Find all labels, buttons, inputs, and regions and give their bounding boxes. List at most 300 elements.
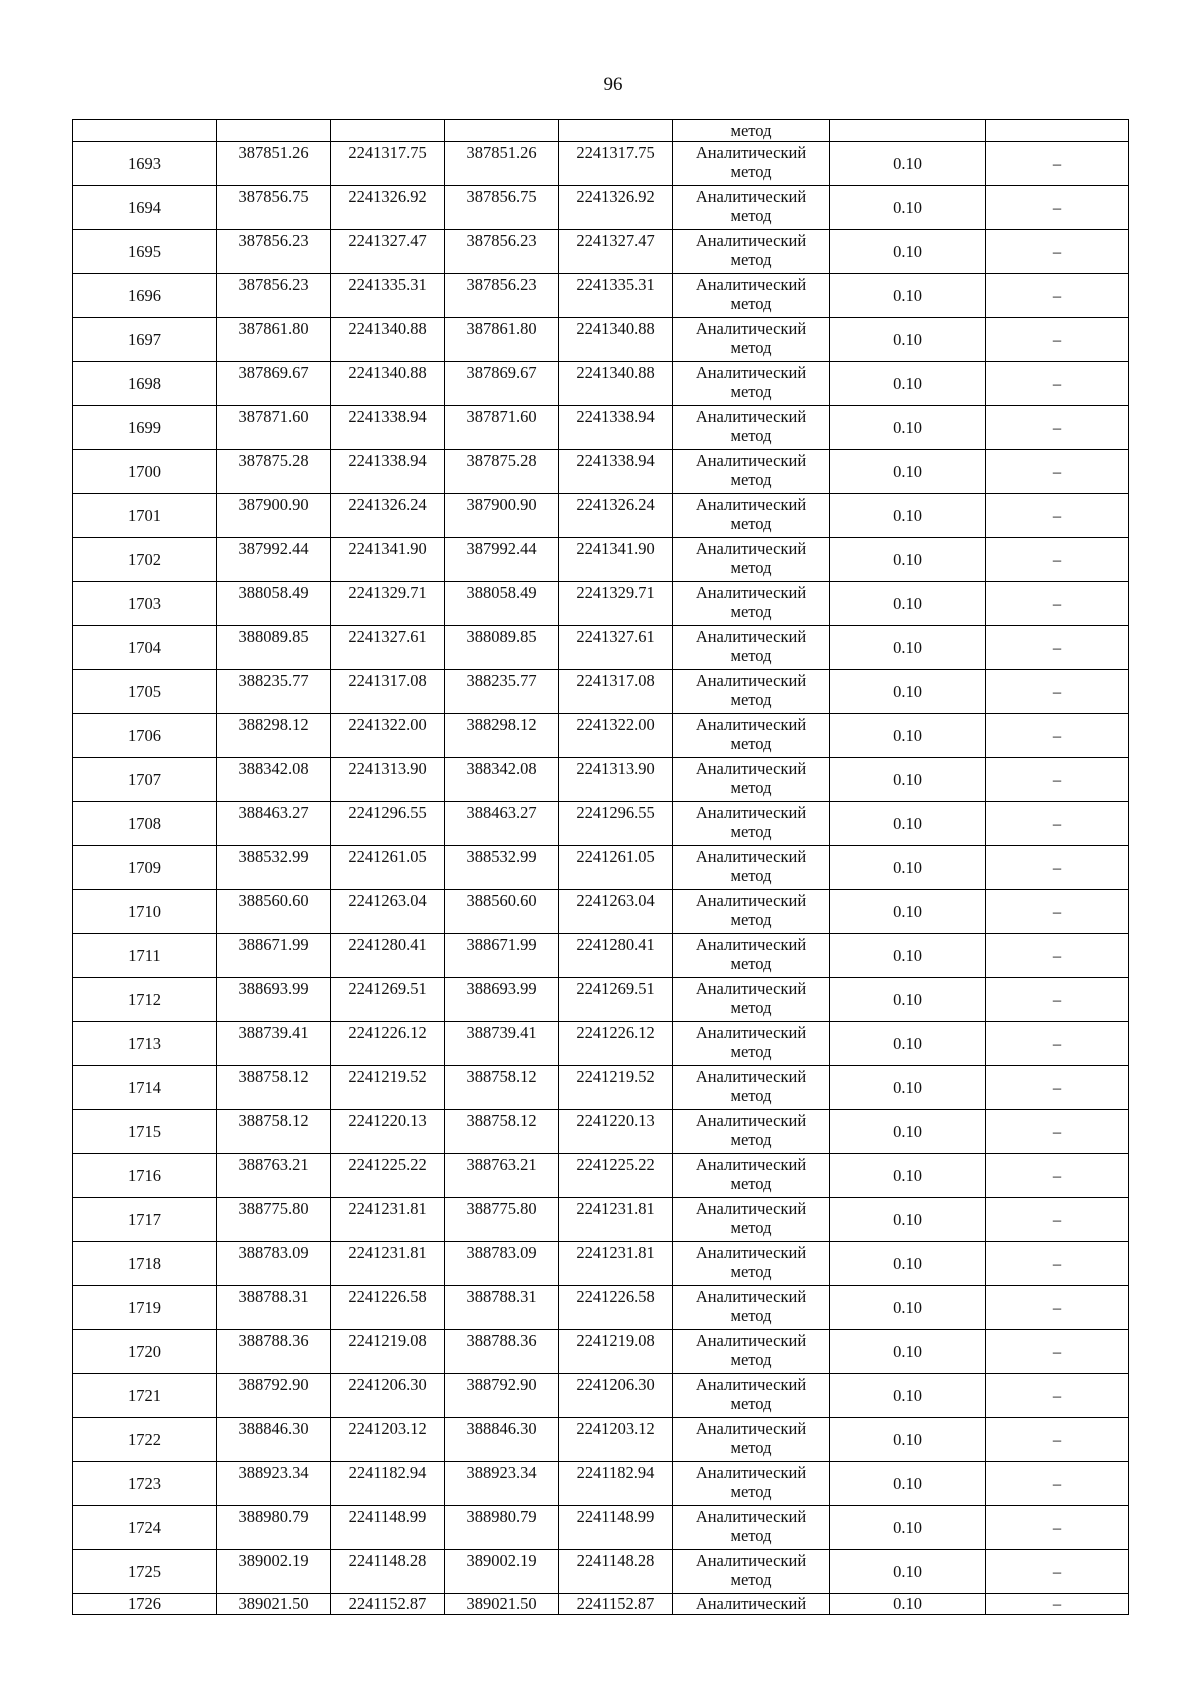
cell-number: 1726 — [73, 1594, 217, 1615]
cell-number: 1695 — [73, 230, 217, 274]
cell-method — [673, 934, 830, 978]
cell-y1: 2241340.88 — [331, 362, 445, 406]
table-row — [73, 714, 1129, 758]
cell-method — [673, 186, 830, 230]
cell-y1: 2241280.41 — [331, 934, 445, 978]
cell-x2: 388739.41 — [445, 1022, 559, 1066]
method-line-2: метод — [730, 1350, 772, 1369]
cell-number: 1706 — [73, 714, 217, 758]
cell-description: – — [986, 582, 1129, 626]
table-row — [73, 450, 1129, 494]
cell-y1: 2241338.94 — [331, 406, 445, 450]
cell-description: – — [986, 1110, 1129, 1154]
cell-y2: 2241269.51 — [559, 978, 673, 1022]
cell-accuracy: 0.10 — [830, 318, 986, 362]
cell-description: – — [986, 802, 1129, 846]
table-row — [73, 538, 1129, 582]
method-line-2: метод — [730, 558, 772, 577]
cell-description: – — [986, 758, 1129, 802]
method-line-2: метод — [730, 954, 772, 973]
cell-x2: 388763.21 — [445, 1154, 559, 1198]
cell-y2: 2241335.31 — [559, 274, 673, 318]
method-line-1: Аналитический — [695, 671, 807, 690]
cell-method — [673, 1286, 830, 1330]
table-row — [73, 406, 1129, 450]
method-line-1: Аналитический — [695, 231, 807, 250]
table-row — [73, 1022, 1129, 1066]
cell-number — [73, 120, 217, 142]
cell-x1: 388792.90 — [217, 1374, 331, 1418]
cell-description: – — [986, 1506, 1129, 1550]
cell-description: – — [986, 274, 1129, 318]
method-line-1: Аналитический — [695, 1419, 807, 1438]
cell-number: 1720 — [73, 1330, 217, 1374]
cell-y2: 2241182.94 — [559, 1462, 673, 1506]
cell-x2: 388532.99 — [445, 846, 559, 890]
cell-method — [673, 1462, 830, 1506]
cell-description: – — [986, 1330, 1129, 1374]
cell-y2: 2241317.08 — [559, 670, 673, 714]
cell-accuracy: 0.10 — [830, 362, 986, 406]
cell-x1: 387900.90 — [217, 494, 331, 538]
cell-x1: 388788.31 — [217, 1286, 331, 1330]
cell-y1: 2241317.75 — [331, 142, 445, 186]
cell-y2: 2241226.12 — [559, 1022, 673, 1066]
cell-x1: 387856.75 — [217, 186, 331, 230]
cell-description: – — [986, 142, 1129, 186]
method-line-2: метод — [730, 514, 772, 533]
method-line-2: метод — [730, 1526, 772, 1545]
cell-x2: 389021.50 — [445, 1594, 559, 1615]
method-line-1: Аналитический — [695, 275, 807, 294]
cell-y2: 2241263.04 — [559, 890, 673, 934]
cell-accuracy: 0.10 — [830, 1066, 986, 1110]
cell-method — [673, 978, 830, 1022]
method-line-2: метод — [730, 1130, 772, 1149]
cell-x2: 388846.30 — [445, 1418, 559, 1462]
cell-method — [673, 1110, 830, 1154]
cell-y1: 2241231.81 — [331, 1198, 445, 1242]
cell-y1: 2241269.51 — [331, 978, 445, 1022]
table-row — [73, 230, 1129, 274]
table-row — [73, 494, 1129, 538]
cell-number: 1716 — [73, 1154, 217, 1198]
cell-y2: 2241326.92 — [559, 186, 673, 230]
method-line-1: Аналитический — [695, 847, 807, 866]
table-row — [73, 318, 1129, 362]
cell-x2: 387869.67 — [445, 362, 559, 406]
cell-x1: 387856.23 — [217, 230, 331, 274]
cell-x1: 388980.79 — [217, 1506, 331, 1550]
cell-x2: 388788.31 — [445, 1286, 559, 1330]
cell-x1 — [217, 120, 331, 142]
cell-y1 — [331, 120, 445, 142]
cell-accuracy: 0.10 — [830, 186, 986, 230]
cell-y1: 2241206.30 — [331, 1374, 445, 1418]
cell-x1: 388775.80 — [217, 1198, 331, 1242]
cell-y2: 2241326.24 — [559, 494, 673, 538]
cell-y1: 2241219.08 — [331, 1330, 445, 1374]
method-line-1: Аналитический — [695, 187, 807, 206]
continuation-row — [73, 120, 1129, 142]
method-line-2: метод — [730, 206, 772, 225]
cell-accuracy: 0.10 — [830, 802, 986, 846]
cell-method — [673, 274, 830, 318]
cell-x2: 387856.75 — [445, 186, 559, 230]
cell-description: – — [986, 890, 1129, 934]
table-row — [73, 890, 1129, 934]
cell-y1: 2241148.99 — [331, 1506, 445, 1550]
cell-accuracy: 0.10 — [830, 1506, 986, 1550]
method-line-2: метод — [730, 602, 772, 621]
method-line-1: Аналитический — [695, 627, 807, 646]
cell-method — [673, 714, 830, 758]
cell-description — [986, 120, 1129, 142]
cell-y2: 2241322.00 — [559, 714, 673, 758]
cell-x1: 388788.36 — [217, 1330, 331, 1374]
method-line-1: Аналитический — [695, 143, 807, 162]
cell-y1: 2241327.61 — [331, 626, 445, 670]
cell-x2: 387875.28 — [445, 450, 559, 494]
method-line-1: Аналитический — [695, 1463, 807, 1482]
cell-x2: 387871.60 — [445, 406, 559, 450]
cell-y1: 2241326.92 — [331, 186, 445, 230]
cell-accuracy: 0.10 — [830, 670, 986, 714]
cell-method — [673, 406, 830, 450]
cell-x1: 388758.12 — [217, 1066, 331, 1110]
cell-method: Аналитический — [673, 1594, 830, 1615]
method-line-1: Аналитический — [695, 1023, 807, 1042]
method-line-2: метод — [730, 162, 772, 181]
method-line-2: метод — [730, 382, 772, 401]
cell-x2: 389002.19 — [445, 1550, 559, 1594]
cell-accuracy: 0.10 — [830, 1374, 986, 1418]
cell-x2: 388671.99 — [445, 934, 559, 978]
cell-x2: 387861.80 — [445, 318, 559, 362]
cell-number: 1707 — [73, 758, 217, 802]
cell-accuracy: 0.10 — [830, 582, 986, 626]
method-line-2: метод — [730, 998, 772, 1017]
cell-x2: 388783.09 — [445, 1242, 559, 1286]
cell-x1: 388923.34 — [217, 1462, 331, 1506]
cell-y1: 2241203.12 — [331, 1418, 445, 1462]
cell-y1: 2241225.22 — [331, 1154, 445, 1198]
cell-description: – — [986, 406, 1129, 450]
table-row — [73, 142, 1129, 186]
cell-x1: 388560.60 — [217, 890, 331, 934]
cell-y2: 2241152.87 — [559, 1594, 673, 1615]
cell-y2: 2241296.55 — [559, 802, 673, 846]
method-line-2: метод — [730, 1174, 772, 1193]
cell-x2: 388923.34 — [445, 1462, 559, 1506]
cell-accuracy: 0.10 — [830, 538, 986, 582]
cell-method — [673, 1550, 830, 1594]
cell-y2: 2241219.52 — [559, 1066, 673, 1110]
method-line-1: Аналитический — [695, 1155, 807, 1174]
cell-method — [673, 758, 830, 802]
cell-x1: 388089.85 — [217, 626, 331, 670]
cell-accuracy — [830, 120, 986, 142]
table-row — [73, 670, 1129, 714]
cell-x2: 388758.12 — [445, 1110, 559, 1154]
cell-description: – — [986, 1550, 1129, 1594]
table-row — [73, 1242, 1129, 1286]
cell-y2: 2241220.13 — [559, 1110, 673, 1154]
cell-description: – — [986, 1286, 1129, 1330]
cell-method — [673, 1198, 830, 1242]
table-row — [73, 1154, 1129, 1198]
cell-y1: 2241327.47 — [331, 230, 445, 274]
method-line-1: Аналитический — [695, 495, 807, 514]
cell-description: – — [986, 1154, 1129, 1198]
cell-description: – — [986, 978, 1129, 1022]
table-row — [73, 1418, 1129, 1462]
cell-x2: 388463.27 — [445, 802, 559, 846]
method-line-1: Аналитический — [695, 1551, 807, 1570]
cell-method — [673, 494, 830, 538]
cell-x2: 387992.44 — [445, 538, 559, 582]
method-line-2: метод — [730, 1042, 772, 1061]
cell-x2: 387856.23 — [445, 274, 559, 318]
cell-accuracy: 0.10 — [830, 1242, 986, 1286]
cell-y2: 2241340.88 — [559, 318, 673, 362]
method-line-2: метод — [730, 470, 772, 489]
cell-x1: 389002.19 — [217, 1550, 331, 1594]
table-row — [73, 626, 1129, 670]
cell-y1: 2241148.28 — [331, 1550, 445, 1594]
cell-x1: 388763.21 — [217, 1154, 331, 1198]
cell-y1: 2241329.71 — [331, 582, 445, 626]
cell-accuracy: 0.10 — [830, 934, 986, 978]
method-line-2: метод — [730, 1394, 772, 1413]
cell-number: 1703 — [73, 582, 217, 626]
cell-y2: 2241225.22 — [559, 1154, 673, 1198]
cell-description: – — [986, 1242, 1129, 1286]
cell-description: – — [986, 1022, 1129, 1066]
cell-method — [673, 1154, 830, 1198]
cell-accuracy: 0.10 — [830, 274, 986, 318]
cell-number: 1702 — [73, 538, 217, 582]
cell-y1: 2241261.05 — [331, 846, 445, 890]
method-line-2: метод — [730, 690, 772, 709]
cell-accuracy: 0.10 — [830, 1594, 986, 1615]
cell-number: 1715 — [73, 1110, 217, 1154]
cell-method — [673, 1242, 830, 1286]
cell-number: 1711 — [73, 934, 217, 978]
method-line-2: метод — [730, 1570, 772, 1589]
cell-y2: 2241327.61 — [559, 626, 673, 670]
cell-x2: 388058.49 — [445, 582, 559, 626]
cell-number: 1709 — [73, 846, 217, 890]
cell-method — [673, 1418, 830, 1462]
method-line-1: Аналитический — [695, 935, 807, 954]
cell-method — [673, 142, 830, 186]
method-line-1: Аналитический — [695, 979, 807, 998]
method-line-2: метод — [730, 338, 772, 357]
cell-x2: 388298.12 — [445, 714, 559, 758]
table-row — [73, 1462, 1129, 1506]
cell-y1: 2241182.94 — [331, 1462, 445, 1506]
cell-accuracy: 0.10 — [830, 1110, 986, 1154]
cell-x1: 387851.26 — [217, 142, 331, 186]
method-line-1: Аналитический — [695, 451, 807, 470]
cell-y2: 2241148.99 — [559, 1506, 673, 1550]
cell-x2: 388980.79 — [445, 1506, 559, 1550]
cell-y1: 2241341.90 — [331, 538, 445, 582]
cell-description: – — [986, 1198, 1129, 1242]
cell-number: 1712 — [73, 978, 217, 1022]
cell-number: 1719 — [73, 1286, 217, 1330]
cell-y2: 2241338.94 — [559, 406, 673, 450]
cell-description: – — [986, 186, 1129, 230]
method-line-2: метод — [730, 778, 772, 797]
cell-number: 1724 — [73, 1506, 217, 1550]
cell-x2: 388758.12 — [445, 1066, 559, 1110]
method-line-1: Аналитический — [695, 363, 807, 382]
cell-description: – — [986, 670, 1129, 714]
cell-method — [673, 1022, 830, 1066]
method-line-1: Аналитический — [695, 1067, 807, 1086]
cell-y1: 2241326.24 — [331, 494, 445, 538]
cell-number: 1717 — [73, 1198, 217, 1242]
table-row — [73, 934, 1129, 978]
cell-x1: 388671.99 — [217, 934, 331, 978]
method-line-1: Аналитический — [695, 1243, 807, 1262]
cell-x1: 388342.08 — [217, 758, 331, 802]
cell-description: – — [986, 494, 1129, 538]
cell-y1: 2241335.31 — [331, 274, 445, 318]
cell-x1: 388758.12 — [217, 1110, 331, 1154]
cell-x2: 388775.80 — [445, 1198, 559, 1242]
method-line-1: Аналитический — [695, 319, 807, 338]
table-row — [73, 1374, 1129, 1418]
method-line-1: Аналитический — [695, 1199, 807, 1218]
cell-method — [673, 846, 830, 890]
method-line-1: Аналитический — [695, 1375, 807, 1394]
cell-accuracy: 0.10 — [830, 450, 986, 494]
cell-x2: 387851.26 — [445, 142, 559, 186]
cell-description: – — [986, 846, 1129, 890]
cell-method: метод — [673, 120, 830, 142]
method-line-2: метод — [730, 1438, 772, 1457]
table-body — [73, 120, 1129, 1615]
table-row — [73, 758, 1129, 802]
cell-description: – — [986, 538, 1129, 582]
cell-y1: 2241220.13 — [331, 1110, 445, 1154]
cell-x1: 387871.60 — [217, 406, 331, 450]
table-row — [73, 1198, 1129, 1242]
cell-method — [673, 670, 830, 714]
cell-accuracy: 0.10 — [830, 714, 986, 758]
cell-number: 1723 — [73, 1462, 217, 1506]
cell-y1: 2241152.87 — [331, 1594, 445, 1615]
method-line-2: метод — [730, 1086, 772, 1105]
table-row — [73, 362, 1129, 406]
cell-accuracy: 0.10 — [830, 626, 986, 670]
cell-x2: 388342.08 — [445, 758, 559, 802]
cell-accuracy: 0.10 — [830, 1418, 986, 1462]
cell-x1: 388298.12 — [217, 714, 331, 758]
cell-method — [673, 230, 830, 274]
cell-x1: 388532.99 — [217, 846, 331, 890]
cell-number: 1710 — [73, 890, 217, 934]
page-number: 96 — [603, 74, 623, 95]
cell-method — [673, 890, 830, 934]
cell-description: – — [986, 1462, 1129, 1506]
method-line-2: метод — [730, 1306, 772, 1325]
cell-description: – — [986, 934, 1129, 978]
cell-x2: 388560.60 — [445, 890, 559, 934]
cell-number: 1708 — [73, 802, 217, 846]
cell-number: 1722 — [73, 1418, 217, 1462]
cell-y2 — [559, 120, 673, 142]
method-line-2: метод — [730, 294, 772, 313]
method-line-1: Аналитический — [695, 539, 807, 558]
cell-x2: 387856.23 — [445, 230, 559, 274]
method-line-1: Аналитический — [695, 803, 807, 822]
cell-y2: 2241226.58 — [559, 1286, 673, 1330]
cell-x1: 388693.99 — [217, 978, 331, 1022]
cell-y2: 2241231.81 — [559, 1198, 673, 1242]
method-line-2: метод — [730, 910, 772, 929]
cell-number: 1713 — [73, 1022, 217, 1066]
cell-accuracy: 0.10 — [830, 846, 986, 890]
cell-y1: 2241296.55 — [331, 802, 445, 846]
cell-y1: 2241340.88 — [331, 318, 445, 362]
cell-accuracy: 0.10 — [830, 1198, 986, 1242]
cell-x1: 388463.27 — [217, 802, 331, 846]
method-line-1: Аналитический — [695, 1111, 807, 1130]
table-row — [73, 1066, 1129, 1110]
coordinates-table — [72, 119, 1129, 1615]
cell-accuracy: 0.10 — [830, 494, 986, 538]
cell-x2: 387900.90 — [445, 494, 559, 538]
cell-accuracy: 0.10 — [830, 1462, 986, 1506]
cell-x1: 387992.44 — [217, 538, 331, 582]
cell-x2 — [445, 120, 559, 142]
method-line-1: Аналитический — [695, 1287, 807, 1306]
method-line-2: метод — [730, 426, 772, 445]
table-row — [73, 978, 1129, 1022]
table-row — [73, 186, 1129, 230]
cell-description: – — [986, 362, 1129, 406]
table-row — [73, 582, 1129, 626]
cell-y1: 2241231.81 — [331, 1242, 445, 1286]
method-line-1: Аналитический — [695, 407, 807, 426]
cell-method — [673, 1506, 830, 1550]
cell-y2: 2241206.30 — [559, 1374, 673, 1418]
cell-accuracy: 0.10 — [830, 978, 986, 1022]
table-row — [73, 802, 1129, 846]
cell-y2: 2241327.47 — [559, 230, 673, 274]
cell-accuracy: 0.10 — [830, 758, 986, 802]
cell-accuracy: 0.10 — [830, 1330, 986, 1374]
cell-y1: 2241317.08 — [331, 670, 445, 714]
cell-method — [673, 362, 830, 406]
cell-y1: 2241219.52 — [331, 1066, 445, 1110]
cell-description: – — [986, 1374, 1129, 1418]
cell-number: 1694 — [73, 186, 217, 230]
cell-x1: 388846.30 — [217, 1418, 331, 1462]
cell-method — [673, 1330, 830, 1374]
table-row — [73, 1286, 1129, 1330]
cell-number: 1699 — [73, 406, 217, 450]
cell-y1: 2241226.58 — [331, 1286, 445, 1330]
method-line-2: метод — [730, 1482, 772, 1501]
table-row — [73, 1330, 1129, 1374]
cell-y2: 2241203.12 — [559, 1418, 673, 1462]
method-line-2: метод — [730, 866, 772, 885]
